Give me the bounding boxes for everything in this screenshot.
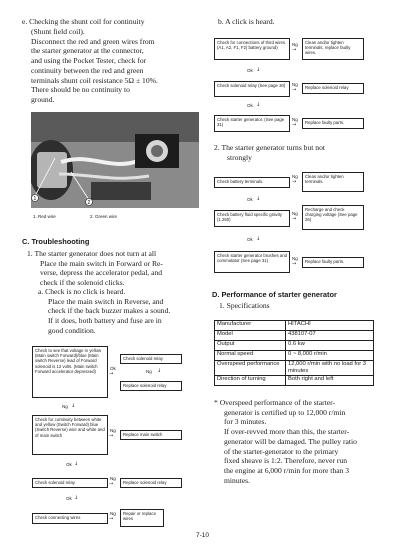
arrow-right-icon: →: [109, 433, 114, 439]
flow-box-replace-main-switch: Replace main switch: [120, 430, 182, 440]
svg-text:1: 1: [33, 196, 37, 202]
performance-heading: D. Performance of starter generator: [212, 290, 337, 299]
flow-box-replace-faulty-parts: Replace faulty parts.: [302, 118, 364, 129]
flow-ng-label: Ng: [292, 256, 298, 261]
table-row: [215, 361, 374, 376]
flow-ok-label: Ok: [66, 496, 72, 501]
arrow-right-icon: →: [109, 481, 114, 487]
arrow-down-icon: ↓: [71, 403, 76, 409]
flow-box-check-battery-terminals: Check battery terminals.: [214, 177, 290, 188]
photo-label-red-wire: 1. Red wire: [33, 214, 56, 219]
flow-box-check-voltage: Check to see that voltage in yellow (Main switch Forward)/blue (Main switch Reverse) lead of Forward solenoid is 12 volts. (Main switch Forward accelerator depressed): [32, 346, 108, 398]
flow-box-check-solenoid: Check solenoid relay: [120, 354, 182, 364]
arrow-down-icon: ↓: [256, 102, 261, 108]
flow-ng-label: Ng: [292, 42, 298, 47]
section-e-body: [31, 27, 201, 105]
text-line: Place the main switch in Reverse, and: [48, 296, 164, 306]
flow-ng-label: Ng: [110, 428, 116, 433]
flow-box-check-brushes: Check starter generator brushes and commutator (See page 31): [214, 251, 290, 273]
text-line: strongly: [227, 152, 252, 162]
arrow-down-icon: ↓: [256, 236, 261, 242]
page-number: 7-10: [196, 532, 210, 539]
item-2-text: [214, 143, 394, 162]
flow-box-check-solenoid-relay: Check solenoid relay (See page 30): [214, 81, 290, 97]
arrow-right-icon: →: [292, 216, 297, 222]
flow-box-check-battery-fluid: Check battery fluid specific gravity (1.260): [214, 210, 290, 227]
text-line: 2. The starter generator turns but not: [214, 143, 325, 152]
spec-label: Overspeed performance: [215, 361, 286, 376]
arrow-right-icon: →: [292, 179, 297, 185]
flow-ok-label: Ok: [247, 103, 253, 108]
flow-box-replace-faulty-parts: Replace faulty parts.: [302, 257, 364, 268]
flow-box-repair-wires: Repair or replace wires: [120, 509, 164, 527]
text-line: good condition.: [48, 325, 96, 335]
flow-box-check-solenoid-relay: Check solenoid relay: [32, 478, 108, 488]
spec-value: 438107-07: [286, 331, 374, 341]
text-line: generator is certified up to 12,000 r/min: [224, 407, 346, 417]
item-1a-text: [38, 287, 208, 336]
arrow-down-icon: ↓: [74, 461, 79, 467]
specifications-table: [214, 320, 374, 386]
text-line: continuity between the red and green: [31, 65, 144, 75]
text-line: check if the back buzzer makes a sound.: [48, 306, 171, 316]
arrow-right-icon: →: [109, 516, 114, 522]
flow-ng-label: Ng: [292, 117, 298, 122]
photo-label-green-wire: 2. Green wire: [90, 214, 118, 219]
item-1-text: [27, 249, 207, 288]
flow-ok-label: Ok: [247, 68, 253, 73]
text-line: the engine at 6,000 r/min for more than 3: [224, 465, 350, 475]
spec-label: Direction of turning: [215, 376, 286, 386]
flow-ng-label: Ng: [110, 476, 116, 481]
text-line: of the starter-generator to the primary: [224, 446, 339, 456]
flow-ng-label: Ng: [146, 369, 152, 374]
text-line: ground.: [31, 94, 55, 104]
arrow-right-icon: →: [292, 122, 297, 128]
arrow-down-icon: ↓: [256, 67, 261, 73]
text-line: verse, depress the accelerator pedal, and: [40, 268, 163, 278]
overspeed-note: [214, 398, 398, 485]
text-line: Place the main switch in Forward or Re-: [40, 258, 163, 268]
section-e-title: e. Checking the shunt coil for continuity: [22, 17, 145, 26]
arrow-down-icon: ↓: [74, 495, 79, 501]
troubleshooting-heading: C. Troubleshooting: [22, 237, 90, 246]
arrow-right-icon: →: [109, 371, 114, 377]
spec-value: 0.6 kw: [286, 341, 374, 351]
arrow-right-icon: →: [292, 47, 297, 53]
text-line: terminals shunt coil resistance 5Ω ± 10%.: [31, 75, 158, 85]
table-row: [215, 351, 374, 361]
flow-box-clean-terminals: Clean and/or tighten terminals, replace faulty wires.: [302, 38, 364, 60]
text-line: If over-revved more than this, the starter-: [224, 427, 350, 437]
text-line: There should be no continuity to: [31, 85, 130, 95]
arrow-down-icon: ↓: [256, 196, 261, 202]
text-line: a. Check is no click is heard.: [38, 287, 126, 296]
text-line: and using the Pocket Tester, check for: [31, 56, 147, 66]
text-line: minutes.: [224, 475, 250, 485]
flow-ok-label: Ok: [110, 366, 116, 371]
table-row: [215, 331, 374, 341]
spec-value: HITACHI: [286, 321, 374, 331]
spec-value: 0 ~ 8,000 r/min: [286, 351, 374, 361]
table-row: [215, 376, 374, 386]
flow-ok-label: Ok: [247, 197, 253, 202]
text-line: fixed sheave is 1:2. Therefore, never run: [224, 456, 347, 466]
flow-ng-label: Ng: [292, 82, 298, 87]
spec-label: Model: [215, 331, 286, 341]
flow-box-check-continuity: Check for continuity between white and yellow (Switch Forward) blue (Switch Reverse) wire and white and of main switch: [32, 415, 108, 455]
spec-value: Both right and left: [286, 376, 374, 386]
table-row: [215, 321, 374, 331]
arrow-right-icon: →: [292, 261, 297, 267]
arrow-right-icon: →: [292, 87, 297, 93]
table-row: [215, 341, 374, 351]
specifications-subheading: 1. Specifications: [219, 301, 270, 310]
text-line: for 3 minutes.: [224, 417, 267, 427]
text-line: the starter generator at the connector,: [31, 46, 144, 56]
arrow-down-icon: ↓: [157, 368, 162, 374]
text-line: (Shunt field coil).: [31, 27, 85, 36]
text-line: check if the solenoid clicks.: [40, 278, 125, 288]
connector-photo: [31, 112, 199, 208]
flow-ng-label: Ng: [292, 211, 298, 216]
flow-box-replace-solenoid: Replace solenoid relay: [120, 381, 182, 391]
spec-label: Manufacturer: [215, 321, 286, 331]
spec-label: Output: [215, 341, 286, 351]
flow-ng-label: Ng: [292, 174, 298, 179]
spec-label: Normal speed: [215, 351, 286, 361]
text-line: If it does, both battery and fuse are in: [48, 316, 162, 326]
text-line: 1. The starter generator does not turn at all: [27, 249, 157, 258]
text-line: * Overspeed performance of the starter-: [214, 398, 336, 407]
flow-box-check-connections: Check for connections of third wires. (A1, A2, F1, F2) battery ground): [214, 38, 290, 60]
flow-ok-label: Ok: [247, 237, 253, 242]
flow-box-recharge: Recharge and check charging voltage (See page 26): [302, 205, 364, 230]
flow-ok-label: Ok: [66, 462, 72, 467]
flow-box-clean-tighten: Clean and/or tighten terminals.: [302, 172, 364, 192]
svg-text:2: 2: [87, 200, 91, 206]
flow-box-check-starter-generator: Check starter generator. (See page 31): [214, 115, 290, 132]
flow-box-replace-solenoid-relay: Replace solenoid relay: [302, 83, 364, 94]
flow-box-check-wires: Check connecting wires: [32, 513, 108, 524]
text-line: generator will be damaged. The pulley ratio: [224, 436, 357, 446]
flow-box-replace-solenoid-relay: Replace solenoid relay: [120, 478, 182, 488]
section-b-title: b. A click is heard.: [218, 17, 275, 26]
spec-value: 12,000 r/min with no load for 3 minutes: [286, 361, 374, 376]
text-line: Disconnect the red and green wires from: [31, 36, 155, 46]
flow-ng-label: Ng: [62, 404, 68, 409]
flow-ng-label: Ng: [110, 511, 116, 516]
